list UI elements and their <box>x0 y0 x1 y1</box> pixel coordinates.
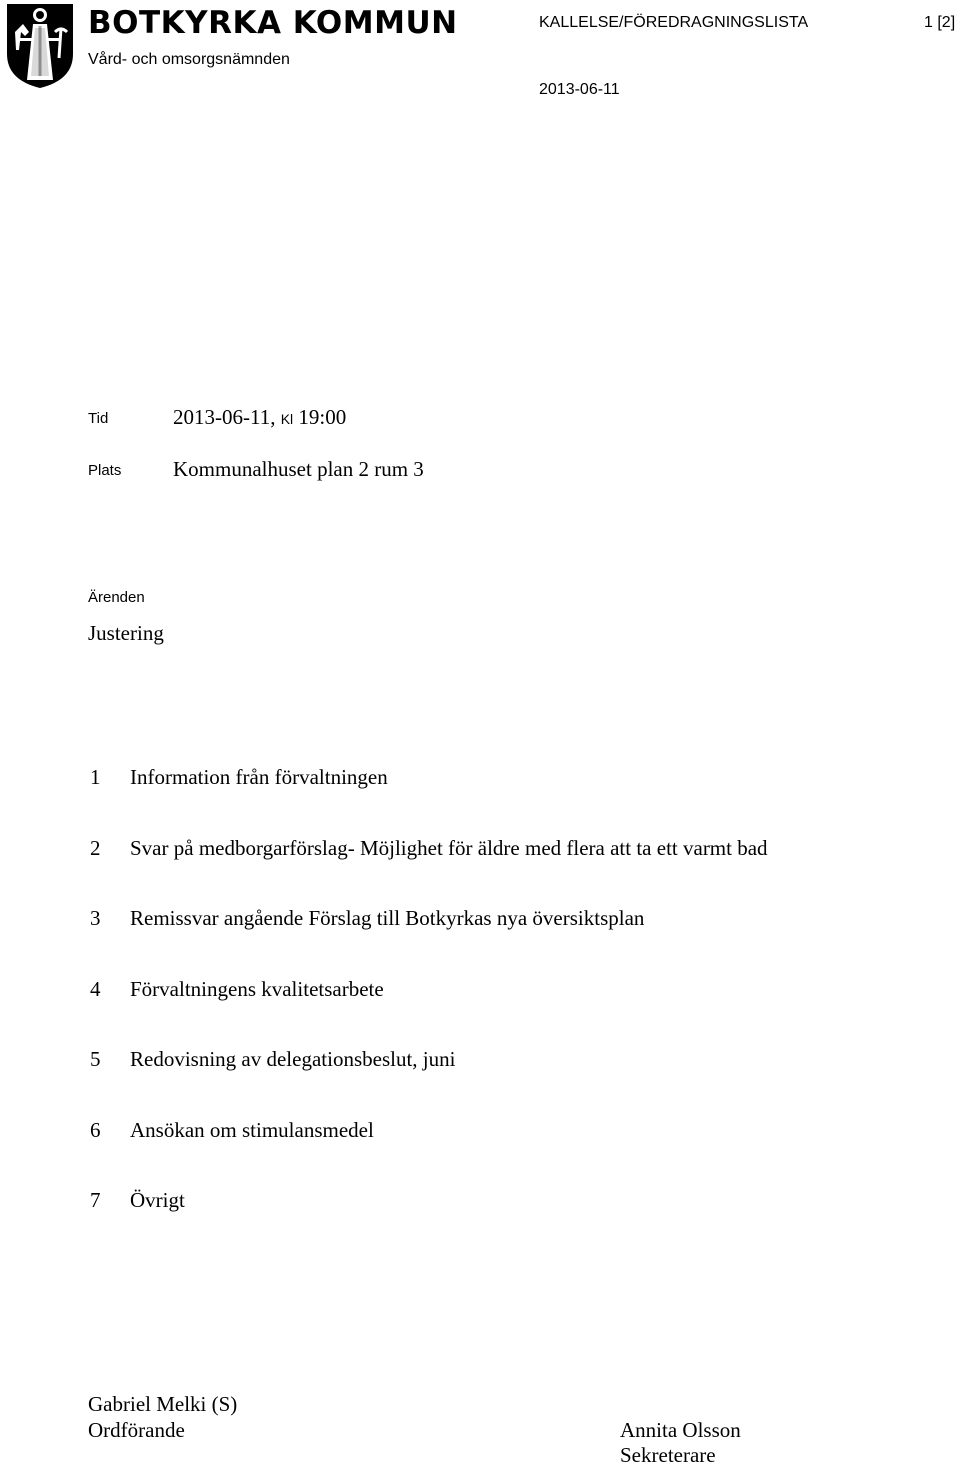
time-clock: 19:00 <box>298 405 347 429</box>
chair-name: Gabriel Melki (S) <box>88 1392 238 1416</box>
agenda-item-number: 7 <box>90 1188 101 1212</box>
place-value: Kommunalhuset plan 2 rum 3 <box>173 457 424 481</box>
secretary-role: Sekreterare <box>620 1443 716 1467</box>
agenda-item-number: 4 <box>90 977 101 1001</box>
page-number: 1 [2] <box>924 14 956 31</box>
agenda-item-title: Övrigt <box>130 1188 185 1212</box>
agenda-item-title: Remissvar angående Förslag till Botkyrkas nya översiktsplan <box>130 906 645 930</box>
board-name: Vård- och omsorgsnämnden <box>88 51 290 68</box>
agenda-item-title: Redovisning av delegationsbeslut, juni <box>130 1047 456 1071</box>
secretary-name: Annita Olsson <box>620 1418 741 1442</box>
agenda-item-number: 3 <box>90 906 101 930</box>
chair-role: Ordförande <box>88 1418 185 1442</box>
justering-item: Justering <box>88 621 164 645</box>
agenda-heading: Ärenden <box>88 589 145 606</box>
time-date: 2013-06-11, <box>173 405 276 429</box>
agenda-item-number: 2 <box>90 836 101 860</box>
organization-name: BOTKYRKA KOMMUN <box>88 5 458 41</box>
agenda-item-title: Förvaltningens kvalitetsarbete <box>130 977 384 1001</box>
time-label: Tid <box>88 410 109 427</box>
agenda-item-number: 5 <box>90 1047 101 1071</box>
coat-of-arms-logo <box>3 2 77 90</box>
agenda-item-number: 1 <box>90 765 101 789</box>
place-label: Plats <box>88 462 122 479</box>
agenda-item-number: 6 <box>90 1118 101 1142</box>
time-kl: Kl <box>280 411 294 427</box>
agenda-item-title: Ansökan om stimulansmedel <box>130 1118 374 1142</box>
time-value <box>173 405 346 431</box>
agenda-item-title: Svar på medborgarförslag- Möjlighet för äldre med flera att ta ett varmt bad <box>130 836 768 860</box>
document-type: KALLELSE/FÖREDRAGNINGSLISTA <box>539 14 809 31</box>
document-date: 2013-06-11 <box>539 81 620 98</box>
agenda-item-title: Information från förvaltningen <box>130 765 388 789</box>
